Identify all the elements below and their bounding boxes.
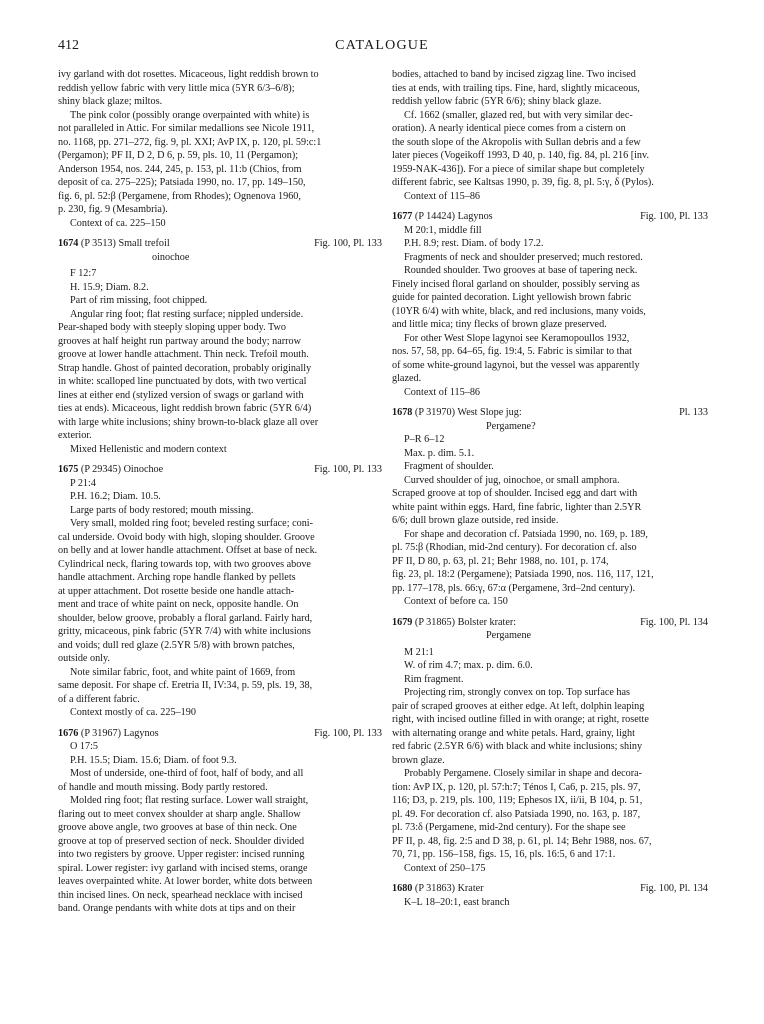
text-line: in white: scalloped line punctuated by dots, with two vertical xyxy=(58,376,307,387)
page-number: 412 xyxy=(58,38,79,53)
entry-1674-heading xyxy=(58,237,382,264)
text-line: thin incised lines. On neck, spearhead necklace with incised xyxy=(58,889,303,901)
condition-line: Most of underside, one-third of foot, half of body, and all xyxy=(70,768,304,779)
inventory-number: (P 31970) xyxy=(414,407,456,418)
text-line: Very small, molded ring foot; beveled resting surface; coni- xyxy=(70,518,314,529)
dimensions-line: Max. p. dim. 5.1. xyxy=(404,447,475,459)
condition-line: Large parts of body restored; mouth missing. xyxy=(70,504,254,516)
text-line: gritty, micaceous, pink fabric (5YR 7/4) with white inclusions xyxy=(58,626,311,637)
text-line: Scraped groove at top of shoulder. Incised egg and dart with xyxy=(392,488,638,499)
deposit-line: P–R 6–12 xyxy=(404,434,445,445)
entry-title: Bolster krater: xyxy=(457,616,517,628)
catalogue-number: 1680 xyxy=(392,883,413,894)
text-line: right, with incised outline filled in with orange; at right, rosette xyxy=(392,714,649,725)
text-line: Finely incised floral garland on shoulder, possibly serving as xyxy=(392,278,640,290)
right-column xyxy=(392,68,708,909)
entry-1678-heading xyxy=(392,406,708,433)
text-line: PF II, p. 48, fig. 2:5 and D 38, p. 61, pl. 14; Behr 1988, nos. 67, xyxy=(392,835,652,847)
text-line: ivy garland with dot rosettes. Micaceous, light reddish brown to xyxy=(58,69,319,80)
text-line: and little mica; tiny flecks of brown glaze preserved. xyxy=(392,319,607,330)
catalogue-number: 1678 xyxy=(392,407,413,418)
text-line: (10YR 6/4) with white, black, and red inclusions, many voids, xyxy=(392,305,646,317)
text-line: of a different fabric. xyxy=(58,693,140,705)
text-line: spiral. Lower register: ivy garland with incised stems, orange xyxy=(58,862,308,874)
running-head: CATALOGUE xyxy=(335,38,429,53)
text-line: reddish yellow fabric (5YR 6/6); shiny black glaze. xyxy=(392,96,602,107)
entry-1679-heading xyxy=(392,616,708,643)
text-line: p. 230, fig. 9 (Mesambria). xyxy=(58,204,168,215)
entry-title: Oinochoe xyxy=(123,464,164,475)
text-line: handle attachment. Arching rope handle flanked by pellets xyxy=(58,572,296,583)
text-line: ment and trace of white paint on neck, opposite handle. On xyxy=(58,599,299,610)
deposit-line: K–L 18–20:1, east branch xyxy=(404,896,510,908)
context-line: Mixed Hellenistic and modern context xyxy=(70,443,227,455)
text-line: nos. 57, 58, pp. 64–65, fig. 19:4, 5. Fabric is similar to that xyxy=(392,346,632,357)
text-line: outside only. xyxy=(58,653,110,664)
context-line: Context of 250–175 xyxy=(404,862,486,874)
text-line: Strap handle. Ghost of painted decoration, probably originally xyxy=(58,362,312,374)
figure-reference: Fig. 100, Pl. 133 xyxy=(314,727,382,739)
text-line: Probably Pergamene. Closely similar in shape and decora- xyxy=(404,768,643,779)
dimensions-line: H. 15.9; Diam. 8.2. xyxy=(70,281,149,293)
text-line: later pieces (Vogeikoff 1993, D 40, p. 140, fig. 84, pl. 216 [inv. xyxy=(392,150,650,161)
text-line: shoulder, below groove, probably a floral garland. Fairly hard, xyxy=(58,612,313,624)
text-line: pl. 75:β (Rhodian, mid-2nd century). For decoration cf. also xyxy=(392,542,637,553)
text-line: into two registers by groove. Upper register: incised running xyxy=(58,849,305,860)
deposit-line: P 21:4 xyxy=(70,477,96,489)
text-line: PF II, D 80, p. 63, pl. 21; Behr 1988, no. 101, p. 174, xyxy=(392,555,609,567)
figure-reference: Fig. 100, Pl. 133 xyxy=(640,211,708,222)
text-line: at upper attachment. Dot rosette beside one handle attach- xyxy=(58,585,295,597)
text-line: fig. 23, pl. 18:2 (Pergamene); Patsiada 1990, nos. 116, 117, 121, xyxy=(392,569,654,580)
deposit-line: O 17:5 xyxy=(70,741,99,752)
entry-title: Small trefoil xyxy=(118,238,170,249)
text-line: pl. 73:δ (Pergamene, mid-2nd century). For the shape see xyxy=(392,822,626,833)
text-line: no. 1168, pp. 271–272, fig. 9, pl. XXI; AvP IX, p. 120, pl. 59:c:1 xyxy=(58,136,322,148)
condition-line: of handle and mouth missing. Body partly restored. xyxy=(58,781,268,793)
text-line: same deposit. For shape cf. Eretria II, IV:34, p. 59, pls. 19, 38, xyxy=(58,680,313,691)
text-line: groove above angle, two grooves at base of thin neck. One xyxy=(58,822,297,833)
text-line: Molded ring foot; flat resting surface. Lower wall straight, xyxy=(70,795,309,806)
text-line: glazed. xyxy=(392,373,422,384)
text-line: flaring out to meet convex shoulder at sharp angle. Shallow xyxy=(58,808,301,820)
entry-1675-heading xyxy=(58,463,382,477)
entry-title: West Slope jug: xyxy=(457,407,522,418)
text-line: Rounded shoulder. Two grooves at base of tapering neck. xyxy=(404,265,638,276)
dimensions-line: W. of rim 4.7; max. p. dim. 6.0. xyxy=(404,660,533,671)
text-line: ties at ends). Micaceous, light reddish brown fabric (5YR 6/4) xyxy=(58,403,312,414)
text-line: shiny black glaze; miltos. xyxy=(58,96,163,107)
text-line: with alternating orange and white petals. Hard, grainy, light xyxy=(392,727,635,739)
text-line: bodies, attached to band by incised zigzag line. Two incised xyxy=(392,69,636,80)
figure-reference: Fig. 100, Pl. 133 xyxy=(314,238,382,249)
text-line: ties at ends, with trailing tips. Fine, hard, slightly micaceous, xyxy=(392,82,640,94)
text-line: (Pergamon); PF II, D 2, D 6, p. 59, pls. 10, 11 (Pergamon); xyxy=(58,150,299,161)
inventory-number: (P 3513) xyxy=(80,238,116,249)
text-line: Angular ring foot; flat resting surface; nippled underside. xyxy=(70,308,304,320)
catalogue-number: 1676 xyxy=(58,727,79,739)
inventory-number: (P 29345) xyxy=(80,464,122,475)
text-line: Curved shoulder of jug, oinochoe, or small amphora. xyxy=(404,474,620,486)
text-line: exterior. xyxy=(58,430,92,441)
text-line: tion: AvP IX, p. 120, pl. 57:h:7; Ténos I, Ca6, p. 215, pls. 97, xyxy=(392,781,641,793)
text-line: pl. 49. For decoration cf. also Patsiada 1990, no. 163, p. 187, xyxy=(392,808,641,820)
context-line: Context of ca. 225–150 xyxy=(70,217,166,229)
text-line: leaves overpainted white. At lower border, white dots between xyxy=(58,876,313,887)
text-line: For other West Slope lagynoi see Keramopoullos 1932, xyxy=(404,332,630,344)
catalogue-number: 1677 xyxy=(392,211,413,222)
inventory-number: (P 14424) xyxy=(414,211,456,222)
entry-title: Krater xyxy=(457,883,484,894)
entry-title-cont: Pergamene? xyxy=(486,420,536,432)
figure-reference: Fig. 100, Pl. 134 xyxy=(640,616,708,628)
catalogue-number: 1674 xyxy=(58,238,79,249)
figure-reference: Fig. 100, Pl. 134 xyxy=(640,883,708,894)
text-line: fig. 6, pl. 52:β (Pergamene, from Rhodes); Ognenova 1960, xyxy=(58,190,301,202)
text-line: not paralleled in Attic. For similar medallions see Nicole 1911, xyxy=(58,123,315,134)
condition-line: Rim fragment. xyxy=(404,673,464,685)
condition-line: Part of rim missing, foot chipped. xyxy=(70,295,208,306)
text-line: Anderson 1954, nos. 244, 245, p. 153, pl. 11:b (Chios, from xyxy=(58,163,302,175)
text-line: different fabric, see Kaltsas 1990, p. 39, fig. 8, pl. 5:γ, δ (Pylos). xyxy=(392,177,654,188)
catalogue-number: 1675 xyxy=(58,464,79,475)
text-line: groove at top of preserved section of neck. Shoulder divided xyxy=(58,835,305,847)
entry-title: Lagynos xyxy=(457,211,493,222)
text-line: deposit of ca. 275–225); Patsiada 1990, no. 17, pp. 149–150, xyxy=(58,177,306,188)
entry-title: Lagynos xyxy=(123,727,159,739)
inventory-number: (P 31863) xyxy=(414,883,456,894)
text-line: 116; D3, p. 219, pls. 100, 119; Ephesos IX, ii/ii, B 104, p. 51, xyxy=(392,795,643,806)
text-line: 1959-NAK-436]). For a piece of similar shape but completely xyxy=(392,163,645,175)
context-line: Context of before ca. 150 xyxy=(404,596,508,607)
figure-reference: Fig. 100, Pl. 133 xyxy=(314,464,382,475)
text-line: Cylindrical neck, flaring towards top, with two grooves above xyxy=(58,558,311,570)
dimensions-line: P.H. 15.5; Diam. 15.6; Diam. of foot 9.3. xyxy=(70,754,237,766)
text-line: guide for painted decoration. Light yellowish brown fabric xyxy=(392,292,632,303)
context-line: Context of 115–86 xyxy=(404,386,481,398)
text-line: cal underside. Ovoid body with high, sloping shoulder. Groove xyxy=(58,531,315,543)
text-line: 70, 71, pp. 156–158, figs. 15, 16, pls. 16:5, 6 and 17:1. xyxy=(392,849,616,860)
text-line: white paint within eggs. Hard, fine fabric, lighter than 2.5YR xyxy=(392,501,642,513)
text-line: pp. 177–178, pls. 66:γ, 67:α (Pergamene, 3rd–2nd century). xyxy=(392,582,636,594)
left-column xyxy=(58,68,382,916)
text-line: pair of scraped grooves at either edge. At left, dolphin leaping xyxy=(392,700,645,712)
text-line: the south slope of the Akropolis with Sullan debris and a few xyxy=(392,136,641,148)
dimensions-line: P.H. 16.2; Diam. 10.5. xyxy=(70,491,161,502)
deposit-line: M 21:1 xyxy=(404,646,434,658)
entry-title-cont: oinochoe xyxy=(152,251,190,263)
entry-title-cont: Pergamene xyxy=(486,630,532,641)
text-line: Note similar fabric, foot, and white paint of 1669, from xyxy=(70,666,296,678)
text-line: Projecting rim, strongly convex on top. Top surface has xyxy=(404,687,631,698)
inventory-number: (P 31865) xyxy=(414,616,456,628)
condition-line: Fragment of shoulder. xyxy=(404,461,494,472)
text-line: Fragments of neck and shoulder preserved; much restored. xyxy=(404,251,643,263)
context-line: Context of 115–86 xyxy=(404,190,481,202)
text-line: For shape and decoration cf. Patsiada 1990, no. 169, p. 189, xyxy=(404,528,648,540)
text-line: reddish yellow fabric with very little mica (5YR 6/3–6/8); xyxy=(58,82,295,94)
text-line: Pear-shaped body with steeply sloping upper body. Two xyxy=(58,322,286,333)
entry-1677-heading xyxy=(392,210,708,224)
text-line: on belly and at lower handle attachment. Offset at base of neck. xyxy=(58,545,318,556)
text-line: Cf. 1662 (smaller, glazed red, but with very similar dec- xyxy=(404,109,633,121)
text-line: 6/6; dull brown glaze outside, red inside. xyxy=(392,515,559,526)
catalogue-number: 1679 xyxy=(392,616,413,628)
inventory-number: (P 31967) xyxy=(80,727,122,739)
text-line: of some white-ground lagynoi, but the vessel was apparently xyxy=(392,359,640,371)
figure-reference: Pl. 133 xyxy=(679,407,708,418)
text-line: band. Orange pendants with white dots at tips and on their xyxy=(58,903,296,914)
text-line: grooves at half height run partway around the body; narrow xyxy=(58,335,302,347)
text-line: brown glaze. xyxy=(392,754,445,766)
text-line: with large white inclusions; shiny brown-to-black glaze all over xyxy=(58,416,319,428)
text-line: and voids; dull red glaze (2.5YR 5/8) with brown patches, xyxy=(58,639,295,651)
text-line: The pink color (possibly orange overpainted with white) is xyxy=(70,109,310,121)
deposit-line: F 12:7 xyxy=(70,268,97,279)
text-line: red fabric (2.5YR 6/6) with black and white inclusions; shiny xyxy=(392,741,643,752)
text-line: oration). A nearly identical piece comes from a cistern on xyxy=(392,123,626,134)
page-header xyxy=(58,38,706,60)
context-line: Context mostly of ca. 225–190 xyxy=(70,707,196,718)
dimensions-line: P.H. 8.9; rest. Diam. of body 17.2. xyxy=(404,238,544,249)
entry-1680-heading xyxy=(392,882,708,896)
entry-1676-heading xyxy=(58,727,382,741)
deposit-line: M 20:1, middle fill xyxy=(404,224,482,236)
text-line: lines at either end (stylized version of swags or garland with xyxy=(58,389,304,401)
text-line: groove at lower handle attachment. Thin neck. Trefoil mouth. xyxy=(58,349,309,360)
